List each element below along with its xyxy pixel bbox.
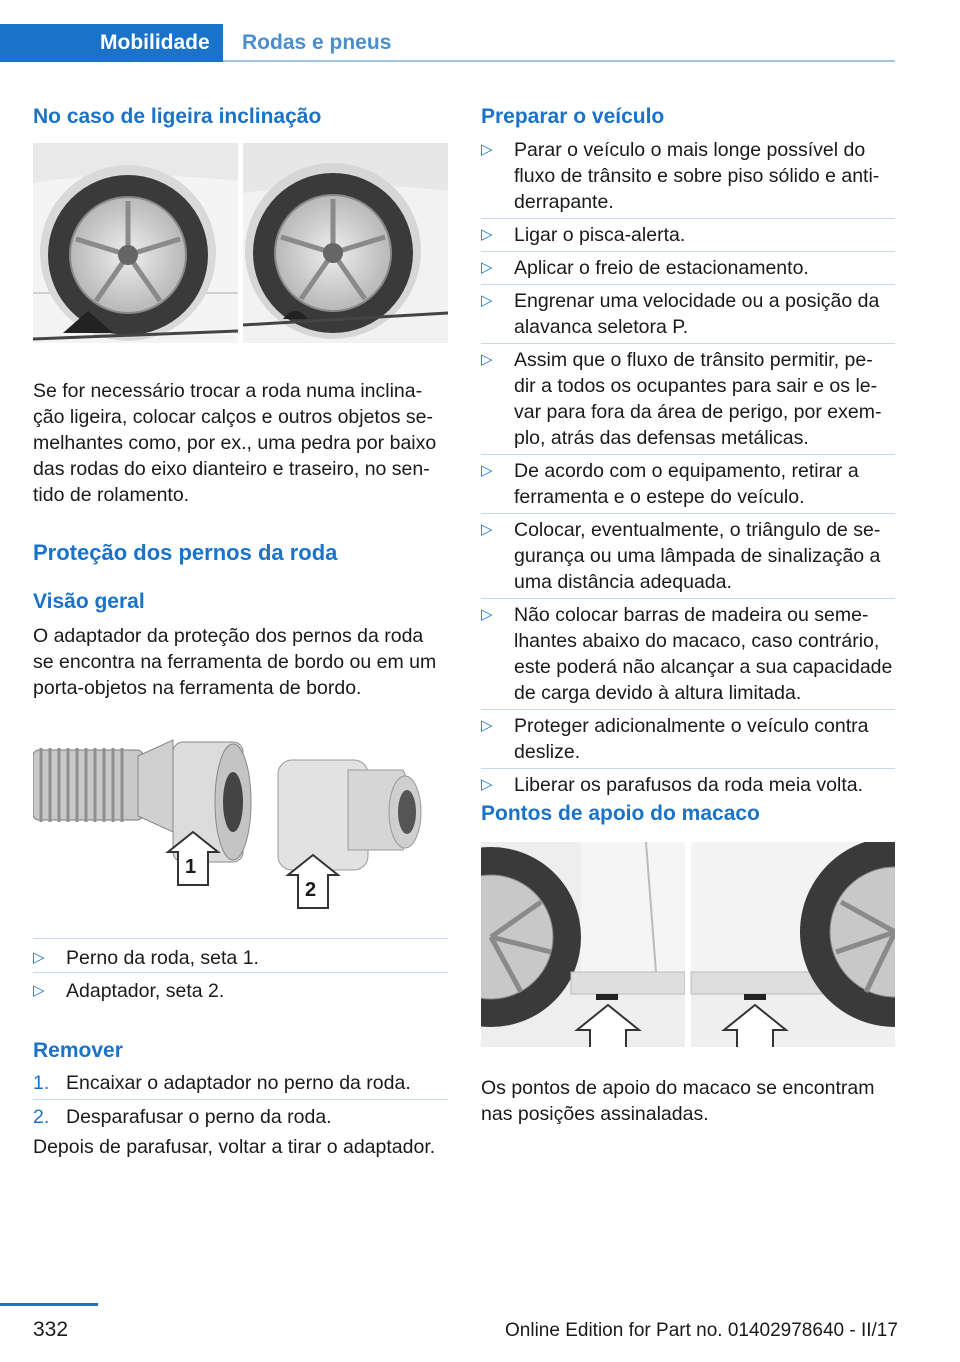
section-tabs	[0, 0, 895, 64]
page-number: 332	[33, 1318, 69, 1341]
list-item-text	[514, 137, 879, 215]
divider	[481, 454, 895, 455]
step-item	[33, 1070, 453, 1096]
text-line: tido de rolamento.	[33, 484, 190, 506]
tab-rodas-e-pneus[interactable]: Rodas e pneus	[242, 31, 392, 54]
figure-wheels-incline	[33, 143, 448, 343]
list-item	[481, 137, 895, 215]
paragraph-jack-points	[481, 1075, 901, 1127]
text-line: Parar o veículo o mais longe possível do	[514, 139, 866, 161]
heading-jack-points: Pontos de apoio do macaco	[481, 802, 760, 825]
divider	[33, 1099, 448, 1100]
triangle-right-icon: ▷	[481, 259, 493, 276]
heading-incline: No caso de ligeira inclinação	[33, 105, 322, 128]
footer-rule	[0, 1303, 98, 1306]
paragraph-incline	[33, 378, 453, 508]
figure-jack-points	[481, 842, 895, 1047]
divider	[481, 251, 895, 252]
list-item	[481, 255, 895, 281]
text-line: Se for necessário trocar a roda numa inclina‐	[33, 380, 423, 402]
triangle-right-icon: ▷	[481, 351, 493, 368]
list-item-text: Perno da roda, seta 1.	[66, 947, 259, 969]
text-line: Os pontos de apoio do macaco se encontram	[481, 1077, 875, 1099]
text-line: se encontra na ferramenta de bordo ou em um	[33, 651, 437, 673]
list-item-text	[514, 517, 880, 595]
text-line: Não colocar barras de madeira ou seme‐	[514, 604, 869, 626]
list-item-text	[514, 458, 859, 510]
divider	[481, 598, 895, 599]
header-rule	[223, 60, 895, 62]
heading-remove: Remover	[33, 1039, 123, 1062]
text-line: De acordo com o equipamento, retirar a	[514, 460, 859, 482]
divider	[481, 284, 895, 285]
heading-prepare: Preparar o veículo	[481, 105, 665, 128]
callout-label-2: 2	[305, 879, 317, 901]
text-line: Engrenar uma velocidade ou a posição da	[514, 290, 880, 312]
triangle-right-icon: ▷	[33, 949, 45, 966]
list-item-text	[514, 713, 868, 765]
step-text: Desparafusar o perno da roda.	[66, 1106, 332, 1128]
list-item-text	[514, 347, 881, 451]
list-item-text	[514, 772, 863, 798]
text-line: Ligar o pisca-alerta.	[514, 224, 686, 246]
list-item-text	[514, 222, 685, 248]
list-item	[481, 288, 895, 340]
list-item	[33, 945, 448, 971]
heading-protection: Proteção dos pernos da roda	[33, 540, 338, 565]
list-item	[481, 347, 895, 451]
divider	[481, 768, 895, 769]
list-item	[481, 602, 895, 706]
text-line: de carga devido à altura limitada.	[514, 682, 802, 704]
text-line: gurança ou uma lâmpada de sinalização a	[514, 545, 881, 567]
step-number: 1.	[33, 1072, 50, 1094]
triangle-right-icon: ▷	[33, 982, 45, 999]
text-line: ferramenta e o estepe do veículo.	[514, 486, 805, 508]
divider	[33, 938, 448, 939]
triangle-right-icon: ▷	[481, 141, 493, 158]
text-line: var para fora da área de perigo, por exem‐	[514, 401, 882, 423]
step-item	[33, 1104, 453, 1130]
list-item	[481, 517, 895, 595]
list-item-text	[514, 255, 809, 281]
triangle-right-icon: ▷	[481, 292, 493, 309]
step-text: Encaixar o adaptador no perno da roda.	[66, 1072, 411, 1094]
paragraph-overview	[33, 623, 453, 701]
divider	[481, 343, 895, 344]
divider	[481, 709, 895, 710]
text-line: lhantes abaixo do macaco, caso contrário,	[514, 630, 880, 652]
text-line: dir a todos os ocupantes para sair e os le‐	[514, 375, 878, 397]
triangle-right-icon: ▷	[481, 462, 493, 479]
list-item	[481, 713, 895, 765]
triangle-right-icon: ▷	[481, 776, 493, 793]
triangle-right-icon: ▷	[481, 226, 493, 243]
text-line: Colocar, eventualmente, o triângulo de se‐	[514, 519, 881, 541]
text-line: Assim que o fluxo de trânsito permitir, pe‐	[514, 349, 873, 371]
text-line: alavanca seletora P.	[514, 316, 689, 338]
text-line: plo, atrás das defensas metálicas.	[514, 427, 809, 449]
text-line: uma distância adequada.	[514, 571, 732, 593]
text-line: ção ligeira, colocar calços e outros objetos se‐	[33, 406, 433, 428]
figure-wheel-bolt-adapter	[33, 720, 448, 920]
list-item	[481, 458, 895, 510]
edition-note: Online Edition for Part no. 01402978640 - II/17	[505, 1320, 898, 1341]
text-line: melhantes como, por ex., uma pedra por baixo	[33, 432, 437, 454]
list-item-text	[514, 288, 879, 340]
triangle-right-icon: ▷	[481, 606, 493, 623]
text-line: das rodas do eixo dianteiro e traseiro, no sen‐	[33, 458, 430, 480]
list-item-text: Adaptador, seta 2.	[66, 980, 225, 1002]
tab-mobilidade[interactable]: Mobilidade	[0, 24, 223, 62]
list-item	[33, 978, 448, 1004]
text-line: deslize.	[514, 741, 581, 763]
text-line: nas posições assinaladas.	[481, 1103, 709, 1125]
text-line: Liberar os parafusos da roda meia volta.	[514, 774, 864, 796]
text-line: Proteger adicionalmente o veículo contra	[514, 715, 869, 737]
divider	[33, 972, 448, 973]
text-line: derrapante.	[514, 191, 614, 213]
text-line: porta-objetos na ferramenta de bordo.	[33, 677, 362, 699]
list-item	[481, 222, 895, 248]
list-item	[481, 772, 895, 798]
heading-overview: Visão geral	[33, 590, 145, 613]
after-steps-note: Depois de parafusar, voltar a tirar o adaptador.	[33, 1136, 436, 1158]
triangle-right-icon: ▷	[481, 717, 493, 734]
callout-label-1: 1	[185, 856, 197, 878]
text-line: fluxo de trânsito e sobre piso sólido e anti‐	[514, 165, 880, 187]
text-line: O adaptador da proteção dos pernos da roda	[33, 625, 424, 647]
divider	[481, 218, 895, 219]
text-line: este poderá não alcançar a sua capacidade	[514, 656, 893, 678]
list-item-text	[514, 602, 892, 706]
divider	[481, 513, 895, 514]
step-number: 2.	[33, 1106, 50, 1128]
text-line: Aplicar o freio de estacionamento.	[514, 257, 809, 279]
triangle-right-icon: ▷	[481, 521, 493, 538]
